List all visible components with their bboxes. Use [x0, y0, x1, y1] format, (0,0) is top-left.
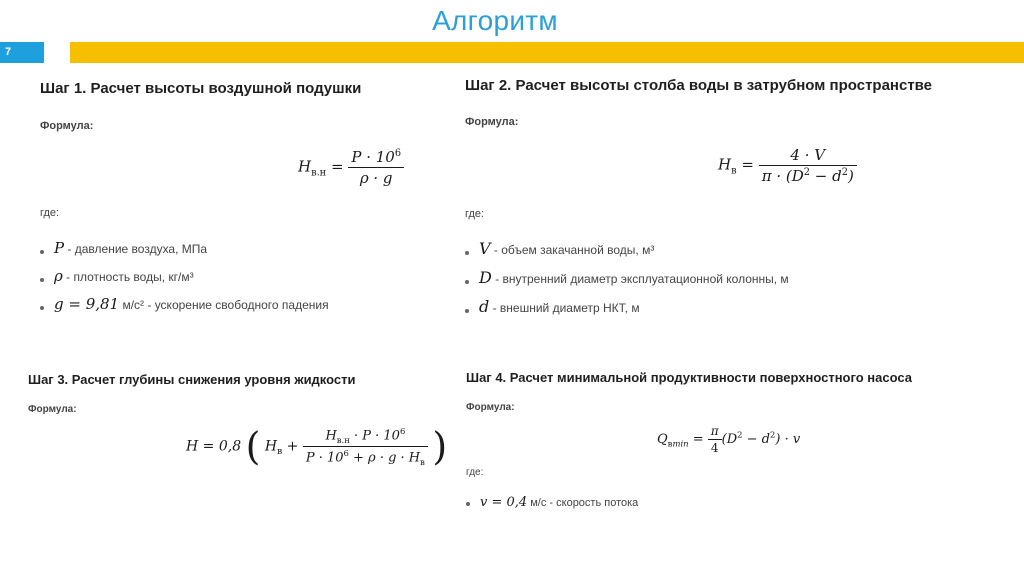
list-item: ρ - плотность воды, кг/м³: [38, 266, 329, 294]
step1-heading: Шаг 1. Расчет высоты воздушной подушки: [40, 80, 362, 97]
step1-variable-list: [38, 238, 329, 322]
fraction-denominator: $\pi \cdot (D^2 - d^2)$: [761, 167, 854, 185]
fraction-numerator: π: [708, 424, 722, 440]
formula-lhs-sub: в.н: [311, 167, 327, 179]
step3-section: [28, 372, 356, 415]
header-bar: [70, 42, 1024, 63]
step4-where-label: где:: [466, 467, 484, 478]
formula-fraction: [759, 146, 857, 185]
formula-eq: =: [741, 155, 754, 174]
step1-where-label: где:: [40, 207, 60, 219]
formula-fraction: [708, 424, 722, 455]
step1-section: [40, 80, 361, 132]
formula-fraction: [348, 148, 404, 187]
formula-fraction: [303, 426, 428, 467]
fraction-denominator: $P \cdot 10^6 + \rho \cdot g \cdot H_в$: [305, 447, 425, 467]
formula-lhs: Q: [657, 432, 668, 447]
fraction-numerator: 4 · V: [759, 146, 857, 166]
slide-number: 7: [0, 42, 44, 63]
step4-formula: $Q_{вmin}$ = $\frac{\pi}{4}$ $(D^2 - d^2) \cdot v$: [657, 424, 801, 455]
paren-open: (: [245, 424, 261, 469]
list-item: P - давление воздуха, МПа: [38, 238, 329, 266]
list-item: D - внутренний диаметр эксплуатационной колонны, м: [463, 267, 789, 296]
fraction-numerator: P · 10: [351, 148, 395, 166]
step4-heading: Шаг 4. Расчет минимальной продуктивности поверхностного насоса: [466, 370, 912, 385]
step1-formula-label: Формула:: [40, 120, 94, 132]
step4-variable-list: [464, 493, 638, 515]
slide-title: Алгоритм: [432, 5, 558, 36]
step3-formula-label: Формула:: [28, 404, 77, 415]
paren-close: ): [432, 424, 448, 469]
step3-formula: H = 0,8 ( $H_в$ + $\frac{H_{в.н} \cdot P \cdot 10^6}{P \cdot 10^6 + \rho \cdot g \cdot H_в}$ ): [186, 424, 448, 469]
step2-formula-label: Формула:: [465, 116, 519, 128]
list-item: d - внешний диаметр НКТ, м: [463, 296, 789, 325]
formula-lhs: H = 0,8: [186, 438, 242, 455]
formula-lhs-sub: в: [731, 165, 737, 177]
step2-variable-list: [463, 238, 789, 325]
numerator-sup: 6: [394, 148, 402, 159]
fraction-numerator: $H_{в.н} \cdot P \cdot 10^6$: [303, 426, 428, 447]
step4-section: [466, 370, 912, 413]
step3-heading: Шаг 3. Расчет глубины снижения уровня жидкости: [28, 372, 356, 387]
list-item: v = 0,4 м/с - скорость потока: [464, 493, 638, 515]
fraction-denominator: ρ · g: [359, 169, 393, 187]
formula-lhs: H: [298, 157, 312, 176]
step2-formula: [718, 146, 857, 185]
step4-formula-label: Формула:: [466, 402, 515, 413]
step2-section: [465, 77, 932, 128]
list-item: g = 9,81 м/с² - ускорение свободного падения: [38, 294, 329, 322]
step2-where-label: где:: [465, 208, 485, 220]
formula-lhs: H: [718, 155, 732, 174]
step1-formula: [298, 148, 404, 187]
formula-eq: =: [330, 157, 344, 176]
fraction-denominator: 4: [710, 441, 719, 455]
list-item: V - объем закачанной воды, м³: [463, 238, 789, 267]
step2-heading: Шаг 2. Расчет высоты столба воды в затрубном пространстве: [465, 77, 933, 94]
